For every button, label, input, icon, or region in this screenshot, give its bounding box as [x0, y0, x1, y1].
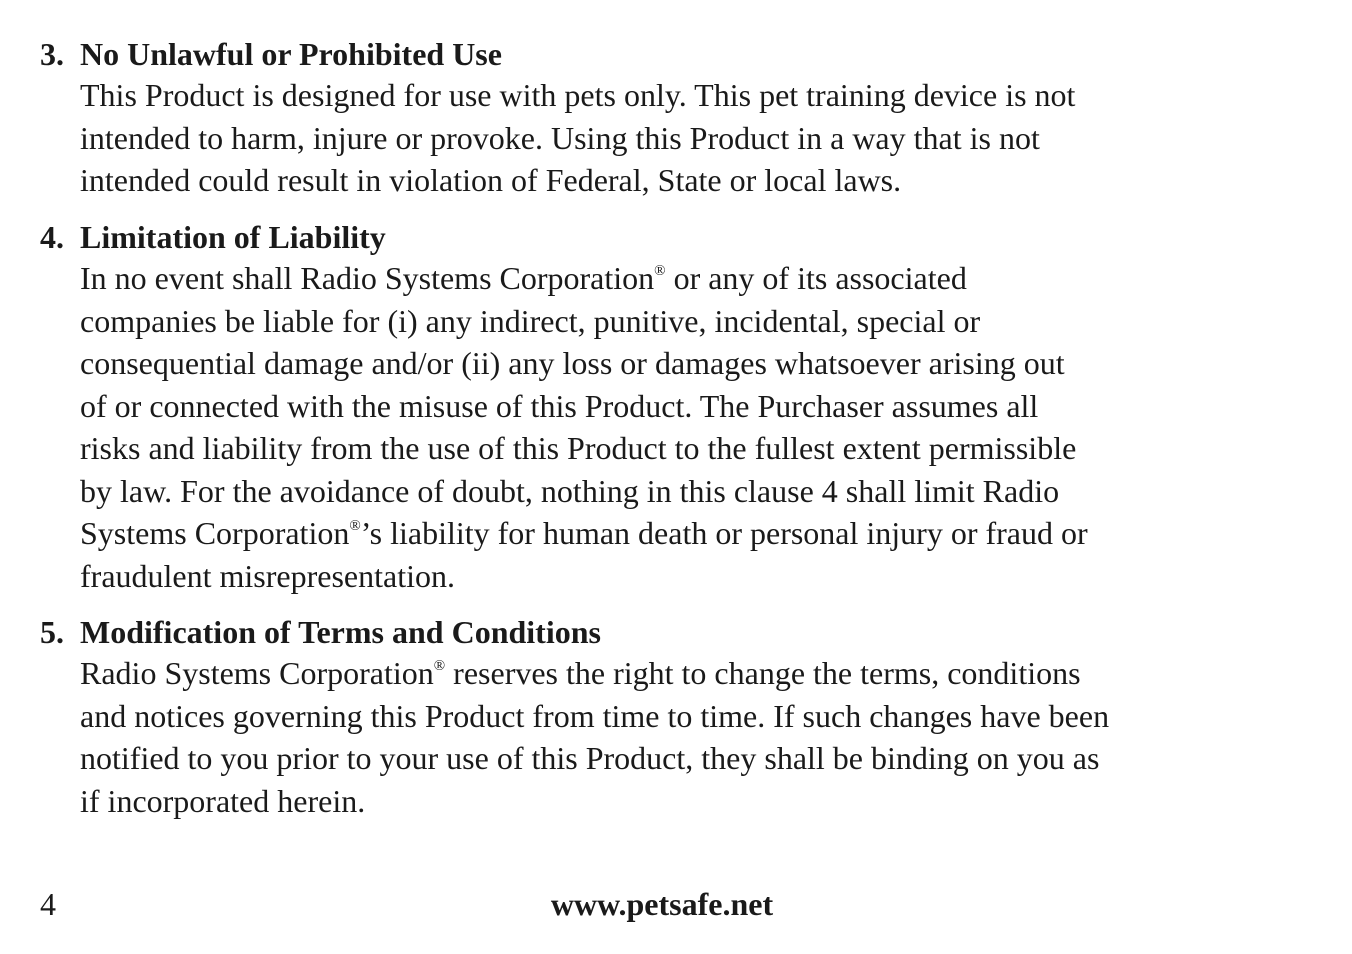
registered-mark: ®: [654, 263, 666, 279]
section-title: Limitation of Liability: [80, 219, 386, 255]
paragraph-line: if incorporated herein.: [80, 782, 366, 819]
paragraph-line: [80, 512, 1330, 555]
section-number: 4.: [40, 219, 64, 255]
line-text: ’s liability for human death or personal injury or fraud or: [360, 515, 1088, 551]
page-number: 4: [40, 886, 56, 922]
registered-mark: ®: [349, 518, 361, 534]
paragraph-line: intended to harm, injure or provoke. Using this Product in a way that is not: [80, 119, 1040, 156]
paragraph-line: companies be liable for (i) any indirect, punitive, incidental, special or: [80, 302, 981, 339]
section-heading: [40, 34, 1330, 74]
section-3: [40, 34, 1330, 202]
line-text: Systems Corporation: [80, 515, 350, 551]
paragraph-line: This Product is designed for use with pets only. This pet training device is not: [80, 77, 1076, 113]
paragraph-line: risks and liability from the use of this Product to the fullest extent permissible: [80, 430, 1077, 466]
paragraph-line: and notices governing this Product from time to time. If such changes have been: [80, 697, 1110, 734]
section-heading: [40, 612, 1330, 652]
section-5: [40, 612, 1330, 822]
line-text: or any of its associated: [665, 260, 967, 296]
paragraph-line: notified to you prior to your use of this Product, they shall be binding on you as: [80, 740, 1100, 776]
paragraph-line: of or connected with the misuse of this Product. The Purchaser assumes all: [80, 387, 1039, 424]
website-url: www.petsafe.net: [550, 886, 774, 922]
section-heading: [40, 217, 1330, 257]
paragraph-line: fraudulent misrepresentation.: [80, 557, 455, 594]
paragraph-line: consequential damage and/or (ii) any loss or damages whatsoever arising out: [80, 345, 1065, 381]
registered-mark: ®: [433, 658, 446, 674]
section-title: No Unlawful or Prohibited Use: [80, 36, 502, 72]
line-text: reserves the right to change the terms, conditions: [445, 655, 1081, 691]
paragraph-line: by law. For the avoidance of doubt, nothing in this clause 4 shall limit Radio: [80, 472, 1060, 509]
line-text: Radio Systems Corporation: [80, 655, 434, 691]
section-body: [80, 652, 1330, 822]
paragraph-line: [80, 257, 1330, 300]
paragraph-line: [80, 652, 1330, 695]
section-body: [80, 257, 1330, 597]
section-title: Modification of Terms and Conditions: [80, 614, 601, 650]
paragraph-line: intended could result in violation of Federal, State or local laws.: [80, 162, 902, 198]
line-text: In no event shall Radio Systems Corporation: [80, 260, 655, 296]
section-body: [80, 74, 1330, 202]
section-4: [40, 217, 1330, 597]
section-number: 5.: [40, 614, 64, 650]
section-number: 3.: [40, 36, 64, 72]
